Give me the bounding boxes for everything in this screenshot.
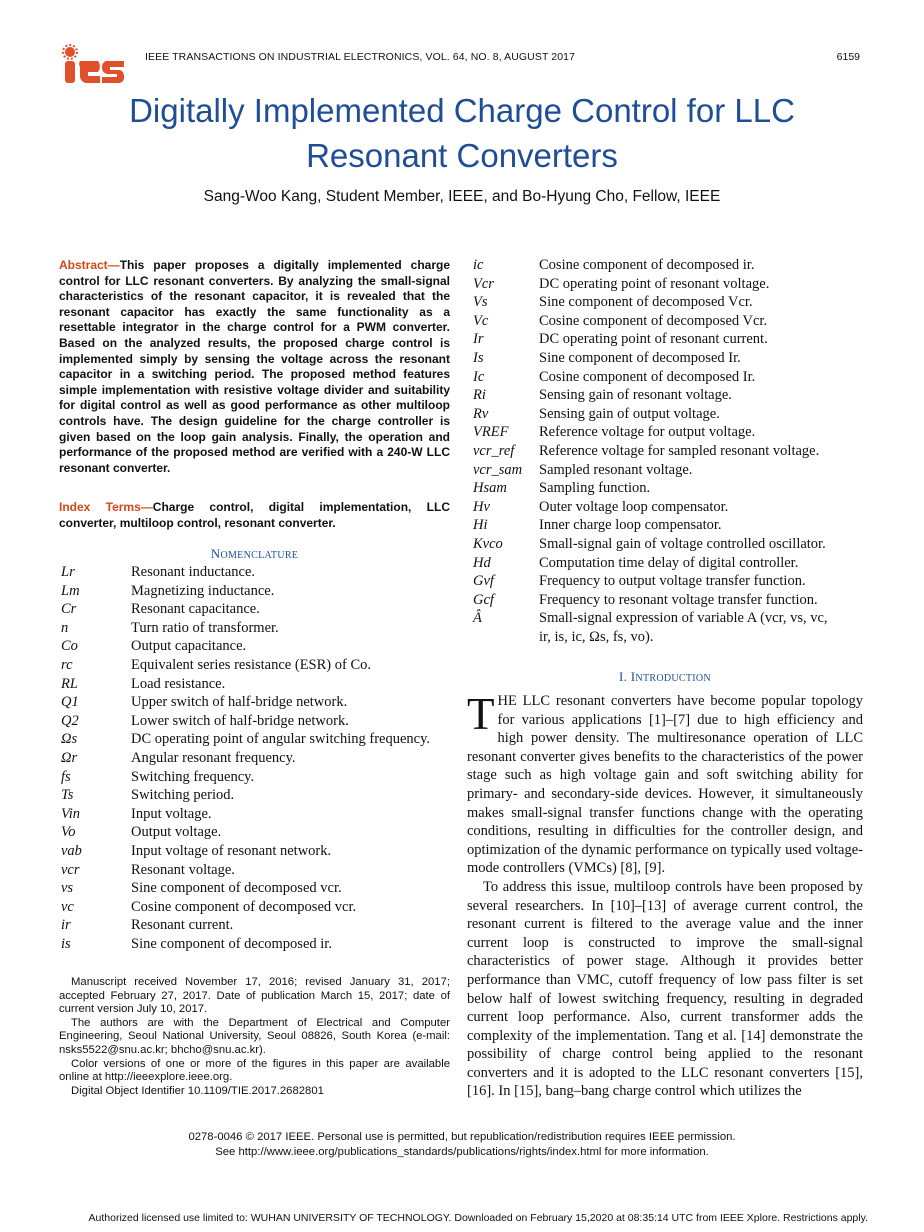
nomenclature-row: vcr_ref Reference voltage for sampled resonant voltage. <box>473 442 820 459</box>
index-terms-label: Index Terms— <box>59 500 153 514</box>
authors: Sang-Woo Kang, Student Member, IEEE, and Bo-Hyung Cho, Fellow, IEEE <box>203 188 721 205</box>
nomenclature-row: Cr Resonant capacitance. <box>61 601 260 618</box>
running-head: IEEE TRANSACTIONS ON INDUSTRIAL ELECTRONICS, VOL. 64, NO. 8, AUGUST 2017 <box>145 51 576 63</box>
nomenclature-row: Vin Input voltage. <box>61 805 212 822</box>
dropcap: T <box>467 689 495 739</box>
nomenclature-row: Rv Sensing gain of output voltage. <box>473 405 720 422</box>
nomenclature-row: rc Equivalent series resistance (ESR) of Co. <box>61 656 371 673</box>
license-notice: Authorized licensed use limited to: WUHAN UNIVERSITY OF TECHNOLOGY. Downloaded on February 15,2020 at 08:35:14 UTC from IEEE Xplore. Restrictions apply. <box>88 1212 868 1224</box>
abstract-text: This paper proposes a digitally implemented charge control for LLC resonant converters. By analyzing the small-signal characteristics of the resonant capacitor, it is revealed that the resonant capacitor has exactly the same functionality as a resettable integrator in the charge control for a PWM converter. Based on the analyzed results, the proposed charge control is implemented simply by sensing the voltage across the resonant capacitor in a switching period. The proposed method features simple implementation with resistive voltage divider and suitability for digital control as well as good performance as other multiloop controls have. The design guideline for the charge controller is given based on the loop gain analysis. Finally, the operation and performance of the proposed method are verified with a 240-W LLC resonant converter. <box>59 258 450 475</box>
footnote-color: Color versions of one or more of the figures in this paper are available online at http://ieeexplore.ieee.org. <box>59 1057 450 1084</box>
nomenclature-row: Vs Sine component of decomposed Vcr. <box>473 294 753 311</box>
nomenclature-row: Gcf Frequency to resonant voltage transfer function. <box>473 591 818 608</box>
nomenclature-row: fs Switching frequency. <box>61 768 255 785</box>
nomenclature-row: ic Cosine component of decomposed ir. <box>473 257 755 273</box>
footnotes <box>59 976 450 1098</box>
footnote-manuscript: Manuscript received November 17, 2016; revised January 31, 2017; accepted February 27, 2017. Date of publication March 15, 2017; date of current version July 10, 2017. <box>59 976 450 1016</box>
ies-logo <box>60 43 128 87</box>
nomenclature-row: VREF Reference voltage for output voltage. <box>473 424 756 441</box>
nomenclature-row: Hv Outer voltage loop compensator. <box>473 498 729 515</box>
footnote-doi: Digital Object Identifier 10.1109/TIE.2017.2682801 <box>71 1084 324 1097</box>
nomenclature-row: Q1 Upper switch of half-bridge network. <box>61 694 348 711</box>
nomenclature-row: Â Small-signal expression of variable A (vcr, vs, vc, <box>473 610 828 627</box>
nomenclature-row: vc Cosine component of decomposed vcr. <box>61 898 357 915</box>
introduction-body <box>467 689 863 1101</box>
nomenclature-row: Vc Cosine component of decomposed Vcr. <box>473 312 768 329</box>
nomenclature-row: is Sine component of decomposed ir. <box>61 935 332 952</box>
nomenclature-row: vab Input voltage of resonant network. <box>61 842 332 859</box>
nomenclature-row: Ri Sensing gain of resonant voltage. <box>473 387 732 404</box>
nomenclature-list-right <box>473 256 828 646</box>
nomenclature-continuation: ir, is, ic, Ωs, fs, vo). <box>539 628 654 645</box>
nomenclature-row: Ts Switching period. <box>61 787 235 804</box>
nomenclature-row: Lm Magnetizing inductance. <box>61 582 275 599</box>
nomenclature-row: Is Sine component of decomposed Ir. <box>473 349 741 366</box>
paper-title <box>40 88 884 178</box>
nomenclature-row: vcr_sam Sampled resonant voltage. <box>473 461 693 478</box>
abstract-label: Abstract— <box>59 258 120 272</box>
page-number: 6159 <box>836 51 860 63</box>
title-line-2: Resonant Converters <box>306 137 618 174</box>
introduction-heading: I. INTRODUCTION <box>619 669 711 684</box>
intro-paragraph-1: THE LLC resonant converters have become popular topology for various applications [1]–[7] due to high efficiency and high power density. The multiresonance operation of LLC resonant converter gives benefits to the characteristics of the power stage such as high voltage gain and soft switching ability for primary- and secondary-side devices. However, it simultaneously makes small-signal transfer functions change with the operating conditions, resulting in difficulties for the controller design, and optimization of the dynamic performance on typically used voltage-mode controllers (VMCs) [8], [9]. <box>467 689 863 877</box>
index-terms <box>59 500 450 531</box>
nomenclature-row: ir Resonant current. <box>61 917 234 934</box>
abstract <box>59 258 450 476</box>
copyright-notice: 0278-0046 © 2017 IEEE. Personal use is permitted, but republication/redistribution requires IEEE permission. See http://www.ieee.org/publications_standards/publications/rights/index.html for more information. <box>188 1131 736 1158</box>
nomenclature-row: vcr Resonant voltage. <box>61 861 235 878</box>
nomenclature-row: Lr Resonant inductance. <box>61 564 256 580</box>
nomenclature-row: Vcr DC operating point of resonant voltage. <box>473 275 770 292</box>
index-terms-text: Charge control, digital implementation, LLC converter, multiloop control, resonant converter. <box>59 500 450 530</box>
nomenclature-row: Hi Inner charge loop compensator. <box>473 517 722 534</box>
nomenclature-row: Ωs DC operating point of angular switching frequency. <box>61 731 431 748</box>
nomenclature-row: Gvf Frequency to output voltage transfer function. <box>473 573 806 590</box>
nomenclature-list-left <box>61 563 430 953</box>
nomenclature-row: Ωr Angular resonant frequency. <box>61 749 296 766</box>
nomenclature-row: Kvco Small-signal gain of voltage controlled oscillator. <box>473 535 826 552</box>
nomenclature-row: Hd Computation time delay of digital controller. <box>473 554 799 571</box>
title-line-1: Digitally Implemented Charge Control for LLC <box>129 92 795 129</box>
intro-paragraph-2: To address this issue, multiloop controls have been proposed by several researchers. In [10]–[13] of average current control, the resonant current is filtered to the average value and the inner current loop is constructed to improve the small-signal characteristics of power stage. Although it provides better performance than VMC, cutoff frequency of low pass filter is set below half of lowest switching frequency, resulting in degraded current loop performance. Also, current transformer adds the complexity of the implementation. Tang et al. [14] demonstrate the possibility of charge control being applied to the resonant converters and it is adopted to the LLC resonant converters [15], [16]. In [15], bang–bang charge control which utilizes the <box>467 878 863 1100</box>
nomenclature-row: RL Load resistance. <box>61 675 226 692</box>
nomenclature-row: Ic Cosine component of decomposed Ir. <box>473 368 756 385</box>
nomenclature-row: vs Sine component of decomposed vcr. <box>61 880 342 897</box>
nomenclature-row: Q2 Lower switch of half-bridge network. <box>61 712 349 729</box>
nomenclature-row: Vo Output voltage. <box>61 824 222 841</box>
nomenclature-row: Co Output capacitance. <box>61 638 247 655</box>
nomenclature-heading: NOMENCLATURE <box>210 546 299 561</box>
nomenclature-row: Hsam Sampling function. <box>473 480 651 497</box>
nomenclature-row: n Turn ratio of transformer. <box>61 619 279 636</box>
footnote-affiliation: The authors are with the Department of Electrical and Computer Engineering, Seoul National University, Seoul 08826, South Korea (e-mail: nsks5522@snu.ac.kr; bhcho@snu.ac.kr). <box>59 1016 450 1056</box>
nomenclature-row: Ir DC operating point of resonant current. <box>473 331 768 348</box>
